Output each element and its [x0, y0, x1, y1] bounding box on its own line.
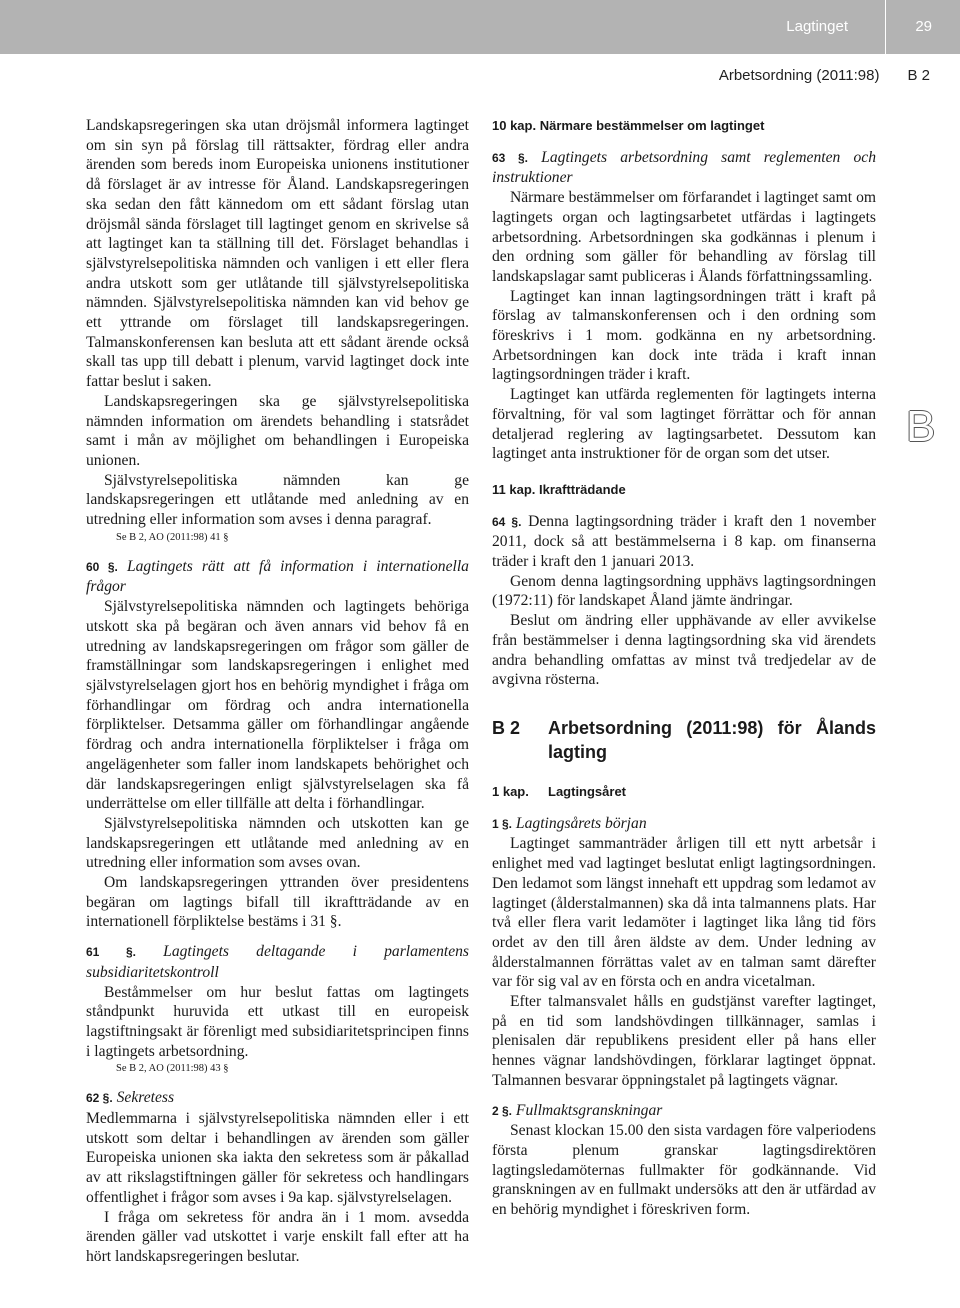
running-head	[719, 67, 930, 84]
paragraph: Medlemmarna i självstyrelsepolitiska nämnden eller i ett utskott som deltar i behandlingen av ärenden som gäller Europeiska unionen ska iakta den sekretess som är påkallad av att rikslagstiftningen gäller för sekretess och handlingars offentlighet i frågor som avses i 9a kap. självstyrelselagen.	[86, 1110, 469, 1206]
paragraph: Självstyrelsepolitiska nämnden kan ge landskapsregeringen ett utlåtande med anledning av en utredning eller information som avses i denna paragraf.	[86, 471, 469, 529]
paragraph: Landskapsregeringen ska utan dröjsmål informera lagtinget om sin syn på förslag till rättsakter, fördrag eller andra ärenden som bereds inom Europeiska unionens institutioner då förslaget är av intresse för Åland. Landskapsregeringen ska sedan den fått kännedom om ett sådant förslag utan dröjsmål sända förslaget till lagtinget genom en skrivelse så att lagtinget kan ta ställning till det. Förslaget behandlas i självstyrelsepolitiska nämnden och vanligen i ett eller flera andra utskott som ger utlåtande till självstyrelsepolitiska nämnden. Självstyrelsepolitiska nämnden kan vid behov ge ett yttrande om förslaget till landskapsregeringen. Talmanskonferensen kan besluta att ett sådant ärende också skall tas upp till debatt i plenum, varvid lagtinget dock inte fattar beslut i saken.	[86, 117, 469, 391]
section-heading-63	[492, 148, 876, 188]
paragraph: Lagtinget kan innan lagtingsordningen trätt i kraft på förslag av talmanskonferensen och i den ordning som föreskrivs i 1 mom. godkänna en ny arbetsordning. Arbetsordningen kan dock inte träda i kraft innan lagtingsordningen träder i kraft.	[492, 287, 876, 384]
paragraph: Landskapsregeringen ska ge självstyrelsepolitiska nämnden information om ärendets behandling i statsrådet samt i mån av möjlighet om behandlingen i Europeiska unionen.	[86, 392, 469, 469]
part-title: Arbetsordning (2011:98) för Ålands lagting	[548, 717, 876, 762]
section-title: Lagtingsårets början	[515, 814, 647, 832]
section-title: Sekretess	[116, 1089, 175, 1107]
paragraph: Beståmmelser om hur beslut fattas om lagtingets ståndpunkt huruvida ett utkast till en europeisk lagstiftningsakt är förenligt med subsidiaritetsprincipen finns i lagtingets arbetsordning.	[86, 983, 469, 1060]
section-number: 1 §.	[492, 816, 513, 831]
section-title: Fullmaktsgranskningar	[515, 1101, 663, 1119]
section-title: Lagtingets rätt att få information i internationella frågor	[86, 557, 469, 596]
section-number: 64 §.	[492, 514, 522, 529]
section-64	[492, 512, 876, 572]
paragraph: Självstyrelsepolitiska nämnden och utskotten kan ge landskapsregeringen ett utlåtande med anledning av en utredning eller information som avses ovan.	[86, 814, 469, 872]
section-heading-2	[492, 1101, 876, 1122]
section-heading-60	[86, 557, 469, 597]
paragraph: Om landskapsregeringen yttranden över presidentens begäran om lagtings bifall till ikraftträdande av en internationell förpliktelse bestäms i 31 §.	[86, 874, 469, 931]
paragraph: Efter talmansvalet hålls en gudstjänst varefter lagtinget, på en tid som landshövdingen tillkännager, samlas i plenisalen där republikens president eller på hans eller hennes vägnar landshövdingen, förklarar lagtinget öppnat. Talmannen besvarar öppningstalet på lagtingets vägnar.	[492, 993, 876, 1089]
paragraph: Närmare bestämmelser om förfarandet i lagtinget samt om lagtingets organ och lagtingsarbetet utfärdas i lagtingets arbetsordning. Arbetsordningen ska godkännas i plenum i den ordning som gäller för behandling av förslag till landskapslagar samt publiceras i Ålands författningssamling.	[492, 189, 876, 285]
cross-reference-note: Se B 2, AO (2011:98) 41 §	[116, 531, 229, 543]
chapter-title: Ikraftträdande	[539, 481, 626, 497]
section-number: 62 §.	[86, 1091, 113, 1106]
chapter-title: Lagtingsåret	[548, 783, 627, 799]
header-title: Lagtinget	[786, 18, 848, 35]
section-number: 60 §.	[86, 559, 118, 574]
section-number: 63 §.	[492, 150, 528, 165]
section-heading-1	[492, 814, 876, 835]
chapter-number: 1 kap.	[492, 783, 529, 799]
paragraph: I fråga om sekretess för andra än i 1 mom. avsedda ärenden gäller vad utskottet i varje enskilt fall efter att ha hört landskapsregeringen beslutar.	[86, 1208, 469, 1265]
section-title: Lagtingets arbetsordning samt reglementen och instruktioner	[492, 148, 876, 187]
chapter-number: 10 kap.	[492, 118, 537, 133]
header-divider	[885, 0, 886, 54]
section-title: Lagtingets deltagande i parlamentens subsidiaritetskontroll	[86, 943, 469, 981]
paragraph: Denna lagtingsordning träder i kraft den 1 november 2011, dock så att bestämmelserna i 8 kap. om finanserna träder i kraft den 1 januari 2013.	[492, 512, 876, 571]
paragraph: Lagtinget kan utfärda reglementen för lagtingets interna förvaltning, för val som lagtinget förrättar och för annan detaljerad reglering av lagtingsarbetet. Dessutom kan lagtinget anta instruktioner för de organ som det utser.	[492, 386, 876, 463]
side-tab-letter: B	[906, 402, 936, 451]
paragraph: Självstyrelsepolitiska nämnden och lagtingets behöriga utskott ska på begäran och även annars vid behov få en utredning av landskapsregeringen om frågor som gäller de framställningar som landskapsregeringen i enlighet med självstyrelselagen gjort hos en behörig myndighet i fråga om förhandlingar om fördrag och andra internationella förpliktelser. Detsamma gäller om förhandlingar angående fördrag och andra internationella förpliktelser i fråga om angelägenheter som faller inom landskapets behörighet och där landskapsregeringen enligt självstyrelselagen ska få underrättelse om eller tillfälle att delta i förhandlingar.	[86, 598, 469, 813]
part-number: B 2	[492, 717, 521, 738]
top-header-bar	[0, 0, 960, 54]
paragraph: Senast klockan 15.00 den sista vardagen före valperiodens första plenum granskar lagtingsdirektören lagtingsledamöternas fullmakter för godkännande. Vid granskningen av en fullmakt undersöks att den är utfärdad av en behörig myndighet i föreskriven form.	[492, 1122, 876, 1219]
paragraph: Lagtinget sammanträder årligen till ett nytt arbetsår i enlighet med vad lagtinget beslutat enligt lagtingsordningen. Den ledamot som längst innehaft ett uppdrag som ledamot av lagtinget (ålderstalmannen) ska då inta talmannens plats. Har två eller flera varit ledamöter i lagtinget lika lång tid förs ordet av den till åren äldste av dem. Under ledning av ålderstalmannen förrättas valet av en talman samt därefter var för sig val av en första och en andra vicetalman.	[492, 835, 876, 991]
paragraph: Genom denna lagtingsordning upphävs lagtingsordningen (1972:11) för landskapet Åland jämte ändringar.	[492, 572, 876, 610]
chapter-heading-11	[492, 480, 876, 500]
section-number: 2 §.	[492, 1103, 513, 1118]
chapter-heading-10	[492, 116, 876, 136]
left-column	[86, 116, 469, 1267]
chapter-title: Närmare bestämmelser om lagtinget	[539, 118, 765, 133]
chapter-number: 11 kap.	[492, 481, 536, 497]
chapter-heading-1	[492, 782, 876, 802]
section-heading-62	[86, 1088, 469, 1109]
section-number: 61 §.	[86, 945, 136, 960]
right-column	[492, 116, 876, 1220]
section-heading-61	[86, 942, 469, 982]
running-head-title: Arbetsordning (2011:98)	[718, 67, 880, 84]
part-heading-b2	[492, 716, 876, 764]
cross-reference-note: Se B 2, AO (2011:98) 43 §	[116, 1063, 229, 1075]
page-number: 29	[915, 18, 932, 35]
paragraph: Beslut om ändring eller upphävande av eller avvikelse från bestämmelser i denna lagtingsordning ska vid ärendets andra behandling omfattas av minst två tredjedelar av de avgivna rösterna.	[492, 612, 876, 689]
running-head-code: B 2	[907, 67, 930, 84]
